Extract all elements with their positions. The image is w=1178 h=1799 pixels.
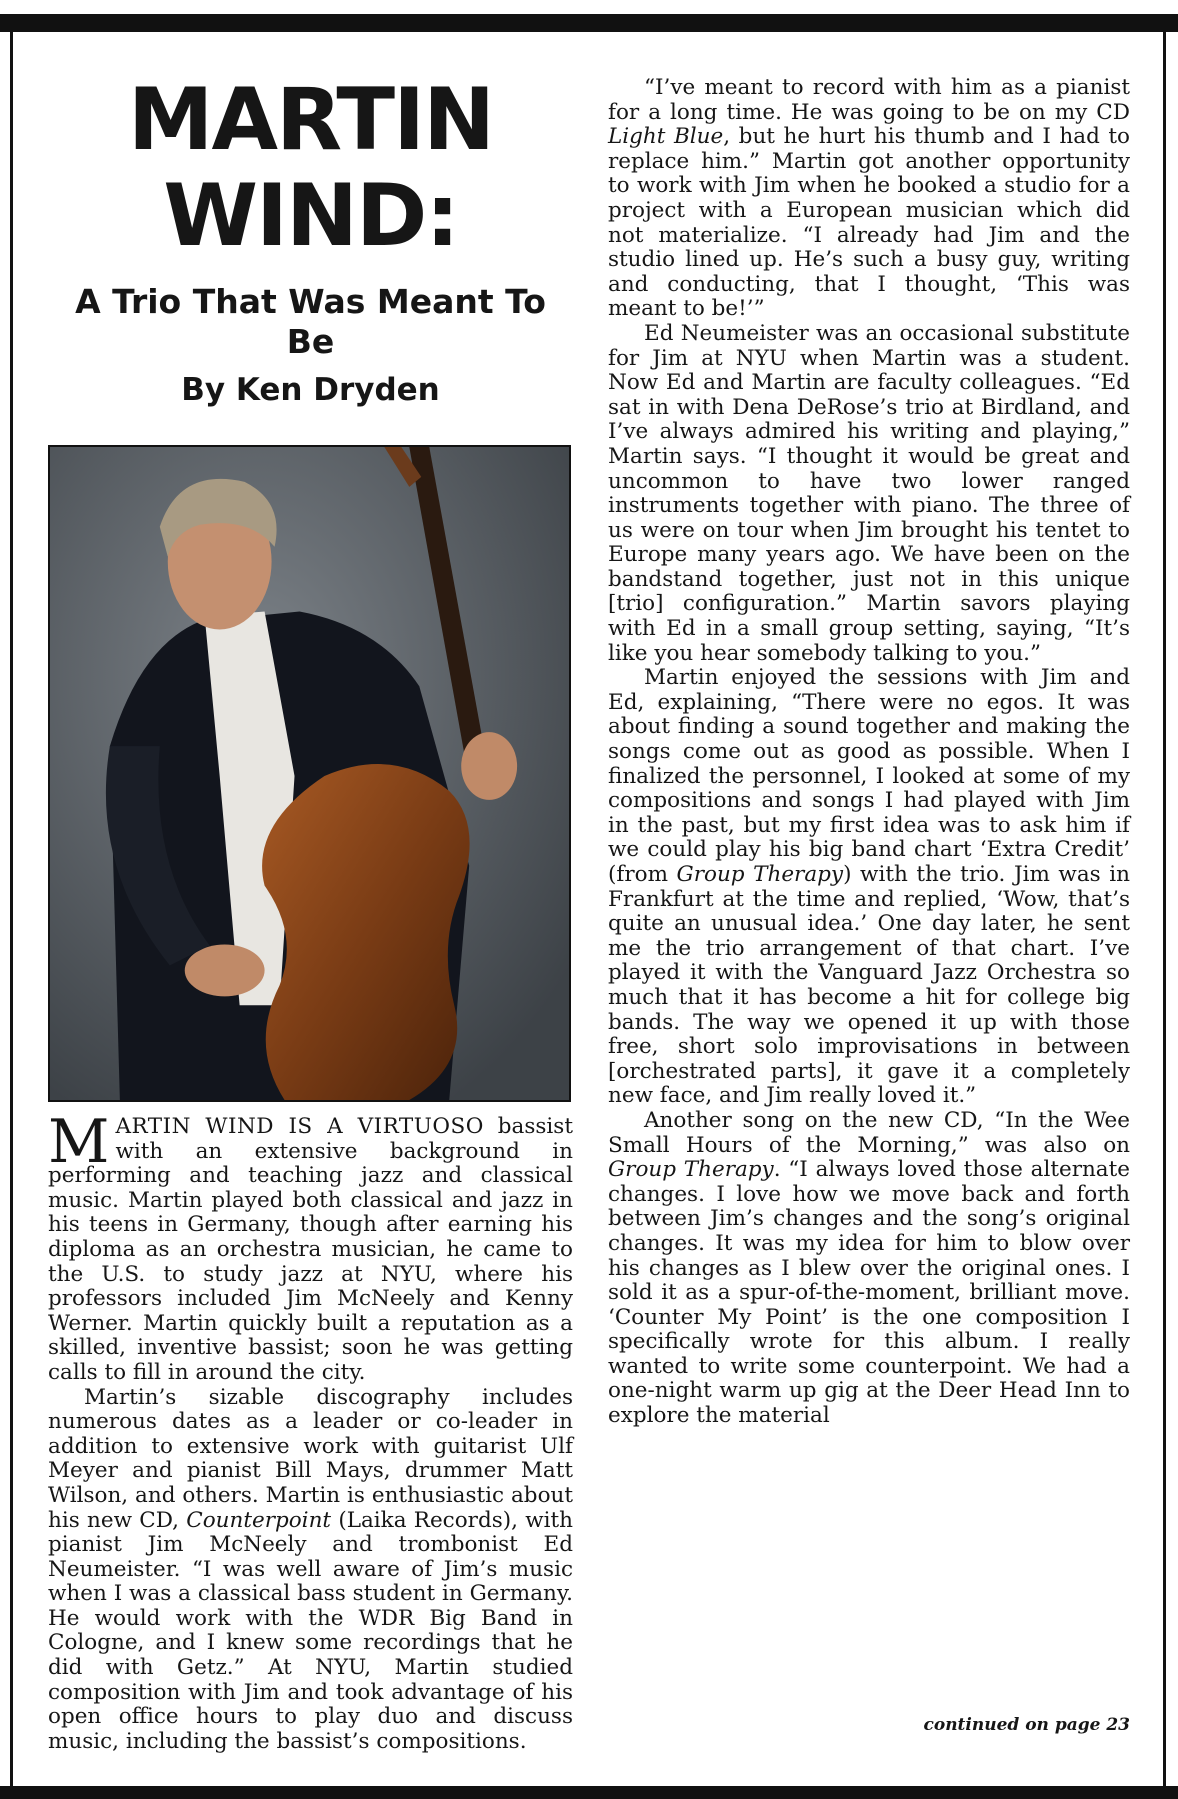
- album-title-group-therapy-2: Group Therapy: [608, 1157, 774, 1183]
- lead-paragraph-text: bassist with an extensive background in performing and teaching jazz and classical music. Martin played both classical and jazz in his teens in Germany, though after earning his diploma as an orchestra musician, he came to the U.S. to study jazz at NYU, where his professors included Jim McNeely and Kenny Werner. Martin quickly built a reputation as a skilled, inventive bassist; soon he was getting calls to fill in around the city.: [48, 1114, 573, 1385]
- right-column: [608, 75, 1131, 1735]
- article-title: [48, 72, 573, 264]
- paragraph-3: [608, 76, 1130, 322]
- left-body-text: [48, 1107, 573, 1754]
- paragraph-2: [48, 1386, 573, 1755]
- paragraph-6-part-a: Another song on the new CD, “In the Wee Small Hours of the Morning,” was also on: [608, 1107, 1130, 1158]
- photo-illustration: [50, 447, 569, 1100]
- lead-in: ARTIN WIND IS A VIRTUOSO: [115, 1114, 484, 1139]
- bottom-border-bar: [0, 1786, 1178, 1799]
- paragraph-5-part-c: ) with the trio. Jim was in Frankfurt at the time and replied, ‘Wow, that’s quite an unusual idea.’ One day later, he sent me the trio arrangement of that chart. I’ve played it with the Vanguard Jazz Orchestra so much that it has become a hit for college big bands. The way we opened it up with those free, short solo improvisations in between [orchestrated parts], it gave it a completely new face, and Jim really loved it.”: [608, 862, 1130, 1109]
- top-border-bar: [0, 14, 1178, 32]
- drop-cap: M: [48, 1107, 110, 1177]
- album-title-group-therapy: Group Therapy: [676, 862, 844, 887]
- paragraph-5: [608, 666, 1130, 1109]
- paragraph-2-part-c: (Laika Records), with pianist Jim McNeely and trombonist Ed Neumeister. “I was well aware of Jim’s music when I was a classical bass student in Germany. He would work with the WDR Big Band in Cologne, and I knew some recordings that he did with Getz.” At NYU, Martin studied composition with Jim and took advantage of his open office hours to play duo and discuss music, including the bassist’s compositions.: [48, 1507, 573, 1754]
- paragraph-3-part-a: “I’ve meant to record with him as a pianist for a long time. He was going to be on my CD: [608, 75, 1130, 125]
- paragraph-6: [608, 1109, 1130, 1429]
- paragraph-6-part-c: . “I always loved those alternate changes. I love how we move back and forth between Jim’s changes and the song’s original changes. It was my idea for him to blow over his changes as I blew over the original ones. I sold it as a spur-of-the-moment, brilliant move. ‘Counter My Point’ is the one composition I specifically wrote for this album. I really wanted to write some counterpoint. We had a one-night warm up gig at the Deer Head Inn to explore the material: [608, 1157, 1130, 1429]
- album-title-counterpoint: Counterpoint: [186, 1507, 332, 1533]
- paragraph-2-part-a: Martin’s sizable discography includes numerous dates as a leader or co-leader in addition to extensive work with guitarist Ulf Meyer and pianist Bill Mays, drummer Matt Wilson, and others. Martin is enthusiastic about his new CD,: [48, 1384, 573, 1533]
- portrait-with-bass-photo: [48, 445, 571, 1102]
- lead-paragraph: [48, 1107, 573, 1386]
- left-column: [48, 70, 573, 1754]
- article-subtitle: A Trio That Was Meant To Be: [75, 282, 546, 361]
- paragraph-3-part-c: , but he hurt his thumb and I had to replace him.” Martin got another opportunity to work with Jim when he booked a studio for a project with a European musician which did not materialize. “I already had Jim and the studio lined up. He’s such a busy guy, writing and conducting, that I thought, ‘This was meant to be!’”: [608, 124, 1131, 322]
- byline: By Ken Dryden: [181, 372, 440, 408]
- paragraph-4: Ed Neumeister was an occasional substitute for Jim at NYU when Martin was a student. Now Ed and Martin are faculty colleagues. “Ed sat in with Dena DeRose’s trio at Birdland, and I’ve always admired his writing and playing,” Martin says. “I thought it would be great and uncommon to have two lower ranged instruments together with piano. The three of us were on tour when Jim brought his tentet to Europe many years ago. We have been on the bandstand together, just not in this unique [trio] configuration.” Martin savors playing with Ed in a small group setting, saying, “It’s like you hear somebody talking to you.”: [608, 320, 1130, 666]
- album-title-light-blue: Light Blue: [608, 124, 724, 150]
- paragraph-5-part-a: Martin enjoyed the sessions with Jim and Ed, explaining, “There were no egos. It was about finding a sound together and making the songs come out as good as possible. When I finalized the personnel, I looked at some of my compositions and songs I had played with Jim in the past, but my first idea was to ask him if we could play his big band chart ‘Extra Credit’ (from: [608, 665, 1130, 887]
- title-line-2: WIND:: [163, 166, 458, 266]
- title-line-1: MARTIN: [127, 70, 494, 170]
- continued-link[interactable]: continued on page 23: [923, 1715, 1130, 1735]
